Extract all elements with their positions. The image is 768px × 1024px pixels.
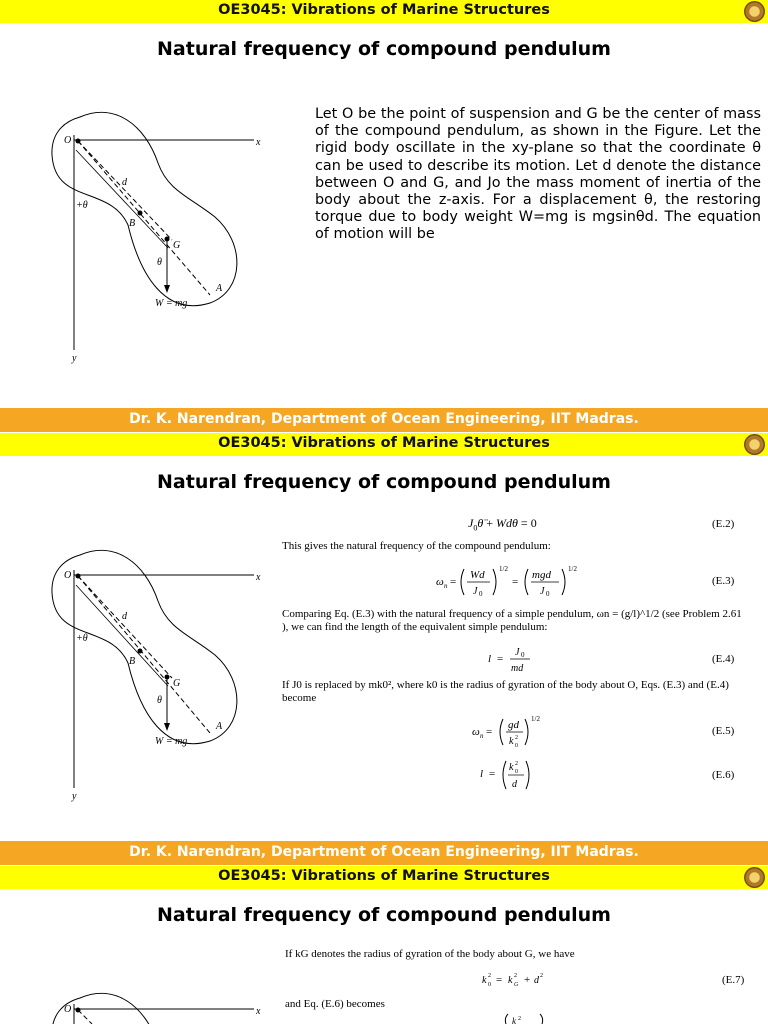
label-y: y: [72, 353, 77, 364]
svg-text:2: 2: [518, 1016, 521, 1022]
label-o: O: [64, 1004, 72, 1015]
kg-radius-text: If kG denotes the radius of gyration of the body about G, we have: [285, 948, 575, 960]
iit-madras-seal-icon: [744, 434, 765, 455]
svg-text:0: 0: [521, 651, 525, 659]
svg-text:d: d: [534, 975, 539, 986]
label-theta: θ: [157, 257, 162, 268]
compound-pendulum-figure: [40, 543, 270, 808]
svg-text:k: k: [512, 1016, 516, 1024]
slide-1: [0, 0, 768, 433]
label-y: y: [72, 791, 77, 802]
svg-text:2: 2: [488, 973, 491, 979]
svg-text:n: n: [444, 582, 448, 590]
svg-text:0: 0: [515, 743, 518, 749]
equation-e6: [480, 755, 540, 795]
label-x: x: [256, 137, 261, 148]
svg-text:2: 2: [514, 973, 517, 979]
header-bar: [0, 433, 768, 456]
equation-e3: [436, 561, 596, 603]
equation-e7: [482, 968, 562, 990]
dashed-og-line: [78, 576, 172, 678]
dashed-oi-line: [78, 141, 210, 295]
svg-text:2: 2: [515, 735, 518, 741]
equation-e4: [488, 641, 538, 677]
svg-text:+: +: [524, 974, 531, 986]
slide-title: Natural frequency of compound pendulum: [157, 904, 611, 926]
svg-text:=: =: [512, 576, 519, 588]
dashed-oi-line: [78, 576, 210, 733]
svg-text:gd: gd: [508, 719, 519, 731]
course-title: OE3045: Vibrations of Marine Structures: [218, 2, 550, 18]
footer-text: Dr. K. Narendran, Department of Ocean Engineering, IIT Madras.: [129, 844, 639, 860]
e6-becomes-text: and Eq. (E.6) becomes: [285, 998, 385, 1010]
label-b: B: [129, 218, 136, 229]
label-b: B: [129, 656, 136, 667]
svg-text:1/2: 1/2: [568, 565, 577, 573]
label-g: G: [173, 240, 181, 251]
pendulum-body-outline: [52, 550, 237, 743]
label-o: O: [64, 570, 72, 581]
course-title: OE3045: Vibrations of Marine Structures: [218, 868, 550, 884]
svg-text:k: k: [482, 975, 487, 986]
svg-text:2: 2: [515, 761, 518, 767]
svg-text:J: J: [473, 586, 478, 597]
point-o-dot: [76, 139, 81, 144]
compound-pendulum-figure-partial: [40, 986, 270, 1024]
label-x: x: [256, 572, 261, 583]
point-g-dot: [165, 675, 170, 680]
label-theta-positive: +θ: [76, 200, 88, 211]
slide-title: Natural frequency of compound pendulum: [157, 38, 611, 60]
svg-text:d: d: [512, 779, 517, 790]
d-dimension-line: [76, 585, 168, 686]
footer-text: Dr. K. Narendran, Department of Ocean Engineering, IIT Madras.: [129, 411, 639, 427]
label-g: G: [173, 678, 181, 689]
iit-madras-seal-icon: [744, 1, 765, 22]
compound-pendulum-figure: [40, 105, 270, 370]
label-weight: W = mg: [155, 298, 188, 309]
header-bar: [0, 866, 768, 889]
radius-of-gyration-text: If J0 is replaced by mk0², where k0 is the radius of gyration of the body about O, Eqs. (E.3) and (E.4) become: [282, 679, 729, 704]
eq-number-e4: (E.4): [712, 653, 735, 665]
svg-text:1/2: 1/2: [499, 565, 508, 573]
svg-text:Wd: Wd: [470, 569, 485, 581]
label-a: A: [216, 283, 223, 294]
svg-text:k: k: [509, 762, 514, 773]
svg-text:2: 2: [540, 973, 543, 979]
label-weight: W = mg: [155, 736, 188, 747]
svg-text:1/2: 1/2: [531, 715, 540, 723]
weight-arrowhead: [164, 723, 170, 731]
svg-text:k: k: [509, 736, 514, 747]
slide-title: Natural frequency of compound pendulum: [157, 471, 611, 493]
label-theta-positive: +θ: [76, 633, 88, 644]
svg-text:=: =: [497, 653, 504, 665]
footer-bar: [0, 408, 768, 432]
eq-number-e5: (E.5): [712, 725, 735, 737]
svg-text:l: l: [488, 653, 492, 665]
svg-text:G: G: [514, 982, 519, 988]
iit-madras-seal-icon: [744, 867, 765, 888]
svg-text:l: l: [480, 768, 484, 780]
weight-arrowhead: [164, 285, 170, 293]
label-x: x: [256, 1006, 261, 1017]
d-dimension-line: [76, 150, 168, 248]
header-bar: [0, 0, 768, 23]
svg-text:J: J: [515, 647, 520, 658]
svg-text:ω: ω: [436, 576, 444, 588]
svg-text:=: =: [486, 726, 493, 738]
description-paragraph: Let O be the point of suspension and G be the center of mass of the compound pendulum, as shown in the Figure. Let the rigid body oscillate in the xy-plane so that the coordinate θ can be used to describe its motion. Let d denote the distance between O and G, and Jo the mass moment of inertia of the body about the z-axis. For a displacement θ, the restoring torque due to body weight W=mg is mgsinθd. The equation of motion will be: [315, 106, 761, 243]
svg-text:ω: ω: [472, 726, 480, 738]
eq-number-e2: (E.2): [712, 518, 735, 530]
svg-text:k: k: [508, 975, 513, 986]
dashed-og-line: [78, 141, 172, 240]
label-a: A: [216, 721, 223, 732]
label-o: O: [64, 135, 72, 146]
natural-frequency-text: This gives the natural frequency of the compound pendulum:: [282, 540, 551, 552]
svg-text:0: 0: [479, 590, 483, 598]
point-b-dot: [138, 649, 143, 654]
svg-text:J: J: [540, 586, 545, 597]
svg-text:md: md: [511, 663, 524, 674]
equation-e2: $J_0\thetä + Wd\theta = 0$: [468, 516, 537, 533]
eq-number-e7: (E.7): [722, 974, 745, 986]
svg-text:=: =: [450, 576, 457, 588]
label-theta: θ: [157, 695, 162, 706]
point-o-dot: [76, 574, 81, 579]
svg-text:n: n: [480, 732, 484, 740]
label-d: d: [122, 177, 127, 188]
slide-2: [0, 433, 768, 866]
svg-text:=: =: [489, 768, 496, 780]
eq-number-e3: (E.3): [712, 575, 735, 587]
course-title: OE3045: Vibrations of Marine Structures: [218, 435, 550, 451]
svg-text:0: 0: [488, 982, 491, 988]
footer-bar: [0, 841, 768, 865]
pendulum-drawing: [52, 112, 254, 350]
slide-3: [0, 866, 768, 1024]
svg-text:0: 0: [515, 769, 518, 775]
eq-number-e6: (E.6): [712, 769, 735, 781]
label-d: d: [122, 611, 127, 622]
equation-e5: [472, 711, 552, 753]
comparison-text: Comparing Eq. (E.3) with the natural frequency of a simple pendulum, ωn = (g/l)^1/2 (see Problem 2.61 ), we can find the length of the equivalent simple pendulum:: [282, 608, 742, 633]
svg-text:0: 0: [546, 590, 550, 598]
point-b-dot: [138, 211, 143, 216]
svg-text:mgd: mgd: [532, 569, 551, 581]
equation-e8-partial: [496, 1012, 556, 1024]
point-g-dot: [165, 237, 170, 242]
svg-text:=: =: [496, 974, 503, 986]
